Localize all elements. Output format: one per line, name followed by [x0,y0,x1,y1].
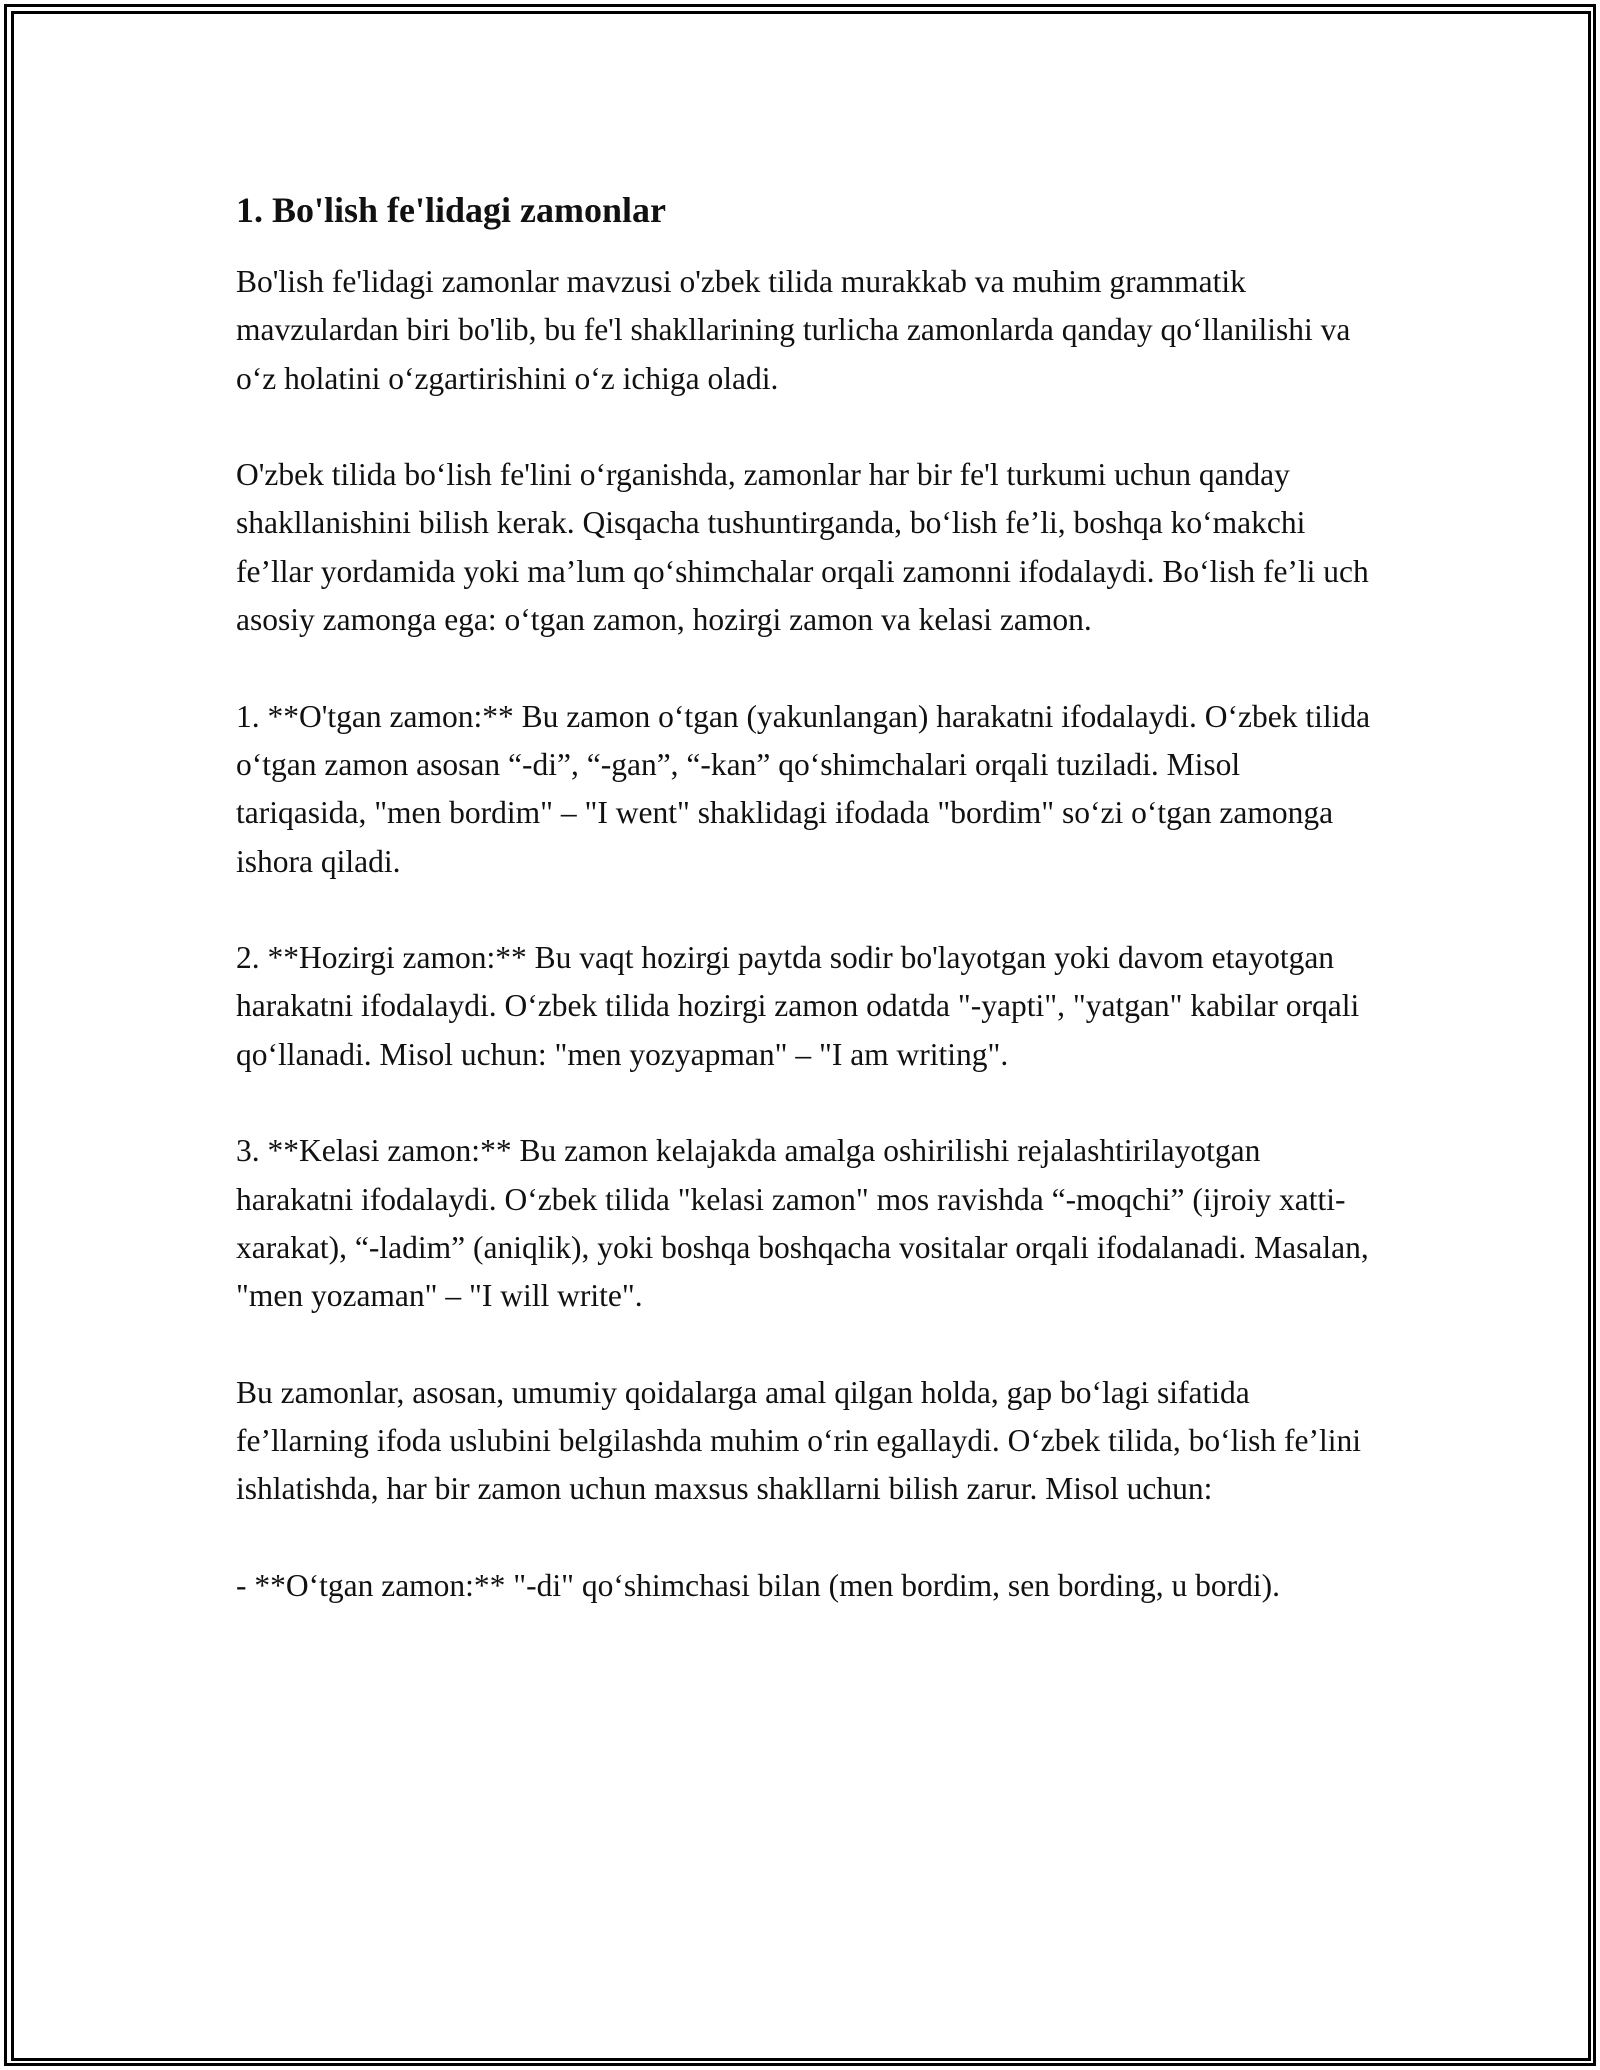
paragraph-list-item: - **O‘tgan zamon:** "-di" qo‘shimchasi bilan (men bordim, sen bording, u bordi). [236,1568,1281,1604]
paragraph-overview: O'zbek tilida bo‘lish fe'lini o‘rganishda, zamonlar har bir fe'l turkumi uchun qanday shakllanishini bilish kerak. Qisqacha tushuntirganda, bo‘lish fe’li, boshqa ko‘makchi fe’llar yordamida yoki ma’lum qo‘shimchalar orqali zamonni ifodalaydi. Bo‘lish fe’li uch asosiy zamonga ega: o‘tgan zamon, hozirgi zamon va kelasi zamon. [236,457,1369,638]
document-body [236,186,1371,1659]
document-heading: 1. Bo'lish fe'lidagi zamonlar [236,190,667,230]
paragraph-intro: Bo'lish fe'lidagi zamonlar mavzusi o'zbek tilida murakkab va muhim grammatik mavzulardan biri bo'lib, bu fe'l shakllarining turlicha zamonlarda qanday qo‘llanilishi va o‘z holatini o‘zgartirishini o‘z ichiga oladi. [236,264,1351,396]
paragraph-past-tense: 1. **O'tgan zamon:** Bu zamon o‘tgan (yakunlangan) harakatni ifodalaydi. O‘zbek tilida o‘tgan zamon asosan “-di”, “-gan”, “-kan” qo‘shimchalari orqali tuziladi. Misol tariqasida, "men bordim" – "I went" shaklidagi ifodada "bordim" so‘zi o‘tgan zamonga ishora qiladi. [236,698,1371,879]
paragraph-future-tense: 3. **Kelasi zamon:** Bu zamon kelajakda amalga oshirilishi rejalashtirilayotgan harakatni ifodalaydi. O‘zbek tilida "kelasi zamon" mos ravishda “-moqchi” (ijroiy xatti-xarakat), “-ladim” (aniqlik), yoki boshqa boshqacha vositalar orqali ifodalanadi. Masalan, "men yozaman" – "I will write". [236,1133,1369,1314]
paragraph-present-tense: 2. **Hozirgi zamon:** Bu vaqt hozirgi paytda sodir bo'layotgan yoki davom etayotgan harakatni ifodalaydi. O‘zbek tilida hozirgi zamon odatda "-yapti", "yatgan" kabilar orqali qo‘llanadi. Misol uchun: "men yozyapman" – "I am writing". [236,940,1360,1072]
paragraph-summary: Bu zamonlar, asosan, umumiy qoidalarga amal qilgan holda, gap bo‘lagi sifatida fe’llarning ifoda uslubini belgilashda muhim o‘rin egallaydi. O‘zbek tilida, bo‘lish fe’lini ishlatishda, har bir zamon uchun maxsus shakllarni bilish zarur. Misol uchun: [236,1374,1361,1507]
